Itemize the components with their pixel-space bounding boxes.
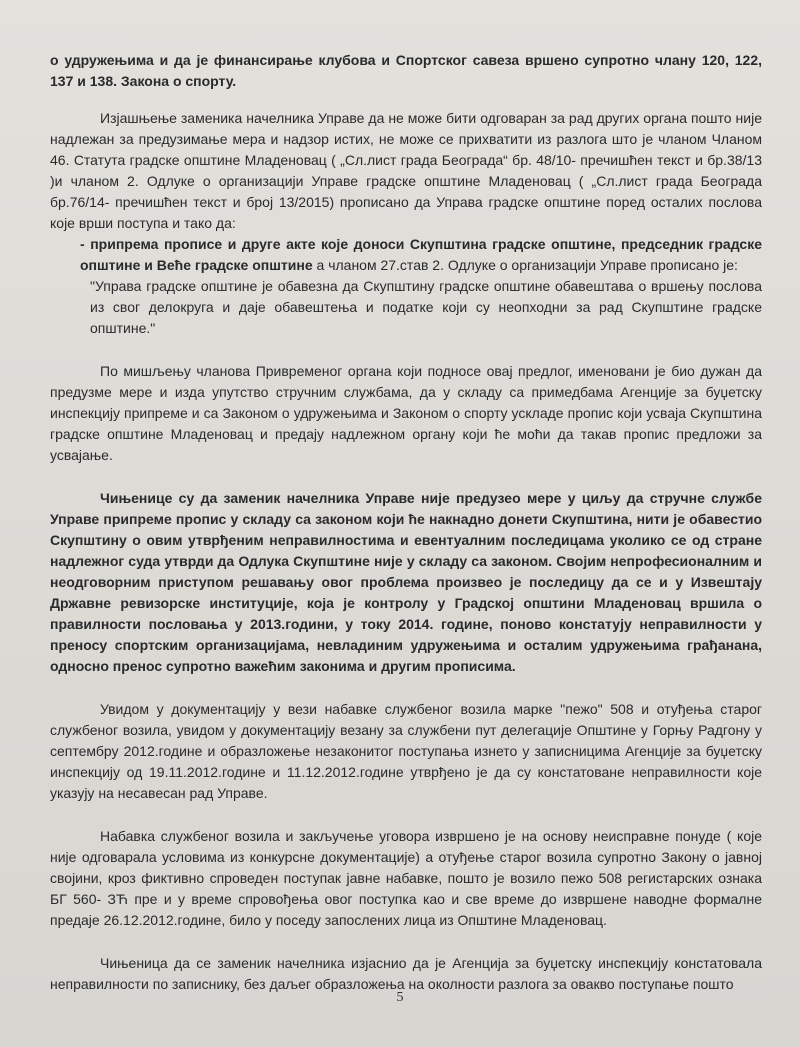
- facts-paragraph: Чињенице су да заменик начелника Управе није предузео мере у циљу да стручне службе Управе припреме пропис у складу са законом који ће накнадно донети Скупштина, нити је обавестио Скупштину о овим утврђеним неправилностима и евентуалним последицама уколико се од стране надлежног суда утврди да Одлука Скупштине није у складу са законом. Својим непрофесионалним и неодговорним приступом решавању овог проблема произвео је последицу да се и у Извештају Државне ревизорске институције, која је контролу у Градској општини Младеновац вршила о правилности пословања у 2013.години, у току 2014. године, поново констатују неправилности у преносу спортским организацијама, невладиним удружењима и осталим удружењима грађанана, односно пренос супротно важећим законима и другим прописима.: [50, 490, 762, 674]
- statement-paragraph: Изјашњење заменика начелника Управе да не може бити одговаран за рад других органа пошто није надлежан за предузимање мера и надзор истих, не може се прихватити из разлога што је чланом Чланом 46. Статута градске општине Младеновац ( „Сл.лист града Београда“ бр. 48/10- пречишћен текст и бр.38/13 )и чланом 2. Одлуке о организацији Управе градске општине Младеновац ( „Сл.лист града Београда бр.76/14- пречишћен текст и број 13/2015) прописано да Управа градске општине поред осталих послова које врши поступа и тако да:: [50, 110, 762, 231]
- page-number: 5: [396, 990, 404, 1005]
- inspection-paragraph: Увидом у документацију у вези набавке службеног возила марке "пежо" 508 и отуђења старог службеног возила, увидом у документацију везану за службени пут делегације Општине у Горњу Радгону у септембру 2012.године и образложење незаконитог поступања изнето у записницима Агенције за буџетску инспекцију од 19.11.2012.године и 11.12.2012.године утврђено је да су констатоване неправилности које указују на несавесан рад Управе.: [50, 701, 762, 801]
- intro-paragraph: о удружењима и да је финансирање клубова и Спортског савеза вршено супротно члану 120, 122, 137 и 138. Закона о спорту.: [50, 52, 762, 89]
- final-paragraph: Чињеница да се заменик начелника изјаснио да је Агенција за буџетску инспекцију констатовала неправилности по записнику, без даљег образложења на околности разлога за овакво поступање пошто: [50, 955, 762, 992]
- bullet-text: - припрема прописе и друге акте које доноси Скупштина градске општине, председник градске општине и Веће градске општине: [80, 236, 762, 273]
- bullet-paragraph: [50, 234, 762, 276]
- quote-paragraph: "Управа градске општине је обавезна да Скупштину градске општине обавештава о вршењу послова из свог делокруга и даје обавештења и податке који су неопходни за рад Скупштине градске општине.": [90, 278, 762, 336]
- vehicle-paragraph: Набавка службеног возила и закључење уговора извршено је на основу неисправне понуде ( које није одговарала условима из конкурсне документације) а отуђење старог возила супротно Закону о јавној својини, кроз фиктивно спроведен поступак јавне набавке, пошто је возило пежо 508 регистарских ознака БГ 560- ЗЋ пре и у време спровођења овог поступка као и све време до извршене наводне формалне предаје 26.12.2012.године, било у поседу запослених лица из Општине Младеновац.: [50, 828, 762, 928]
- bullet-tail-text: а чланом 27.став 2. Одлуке о организацији Управе прописано је:: [316, 257, 738, 273]
- opinion-paragraph: По мишљењу чланова Привременог органа који подносе овај предлог, именовани је био дужан да предузме мере и изда упутство стручним службама, да у складу са примедбама Агенције за буџетску инспекцију припреме и са Законом о удружењима и Законом о спорту ускладе пропис који усваја Скупштина градске општине Младеновац и предају надлежном органу који ће моћи да такав пропис предложи за усвајање.: [50, 363, 762, 463]
